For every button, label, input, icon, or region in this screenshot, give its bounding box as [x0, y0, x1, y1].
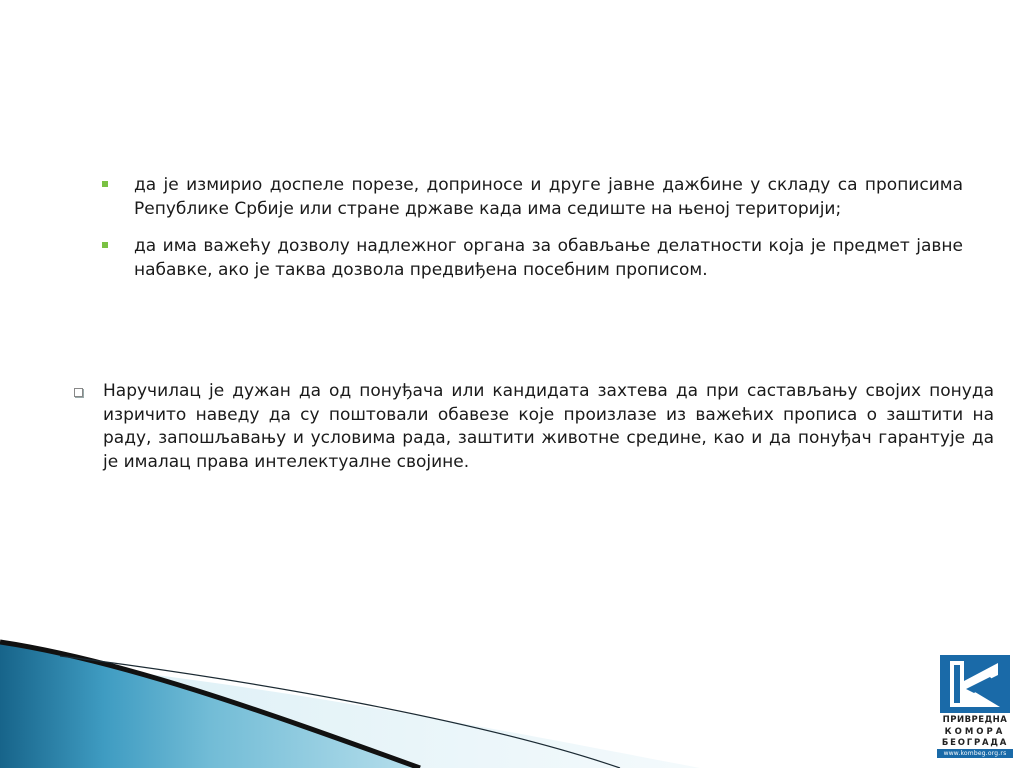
chamber-of-commerce-logo [937, 652, 1013, 762]
main-bullet-item [72, 380, 994, 474]
sub-bullet-item [100, 235, 963, 282]
sub-bullet-text: да има важећу дозволу надлежног органа за обављање делатности која је предмет јавне набавке, ако је таква дозвола предвиђена посебним прописом. [134, 236, 963, 280]
sub-bullet-item [100, 174, 963, 221]
footer-wave-decoration [0, 600, 1024, 768]
logo-text-line3: БЕОГРАДА [941, 738, 1009, 748]
main-bullet-text: Наручилац је дужан да од понуђача или кандидата захтева да при састављању својих понуда изричито наведу да су поштовали обавезе које произлазе из важећих прописа о заштити на раду, запошљавању и условима рада, заштити животне средине, као и да понуђач гарантује да је ималац права интелектуалне својине. [103, 381, 994, 472]
logo-mark-icon [940, 655, 1010, 713]
logo-text-line2: КОМОРА [944, 727, 1006, 737]
green-square-bullet-icon [102, 242, 108, 248]
hollow-square-bullet-icon [74, 388, 83, 397]
sub-bullet-text: да је измирио доспеле порезе, доприносе и друге јавне дажбине у складу са прописима Републике Србије или стране државе када има седиште на њеној територији; [134, 175, 963, 219]
logo-text-line1: ПРИВРЕДНА [942, 715, 1008, 725]
green-square-bullet-icon [102, 181, 108, 187]
logo-url: www.kombeg.org.rs [937, 749, 1013, 758]
sub-bullet-list [100, 174, 963, 296]
wave-dark-band [0, 642, 420, 768]
